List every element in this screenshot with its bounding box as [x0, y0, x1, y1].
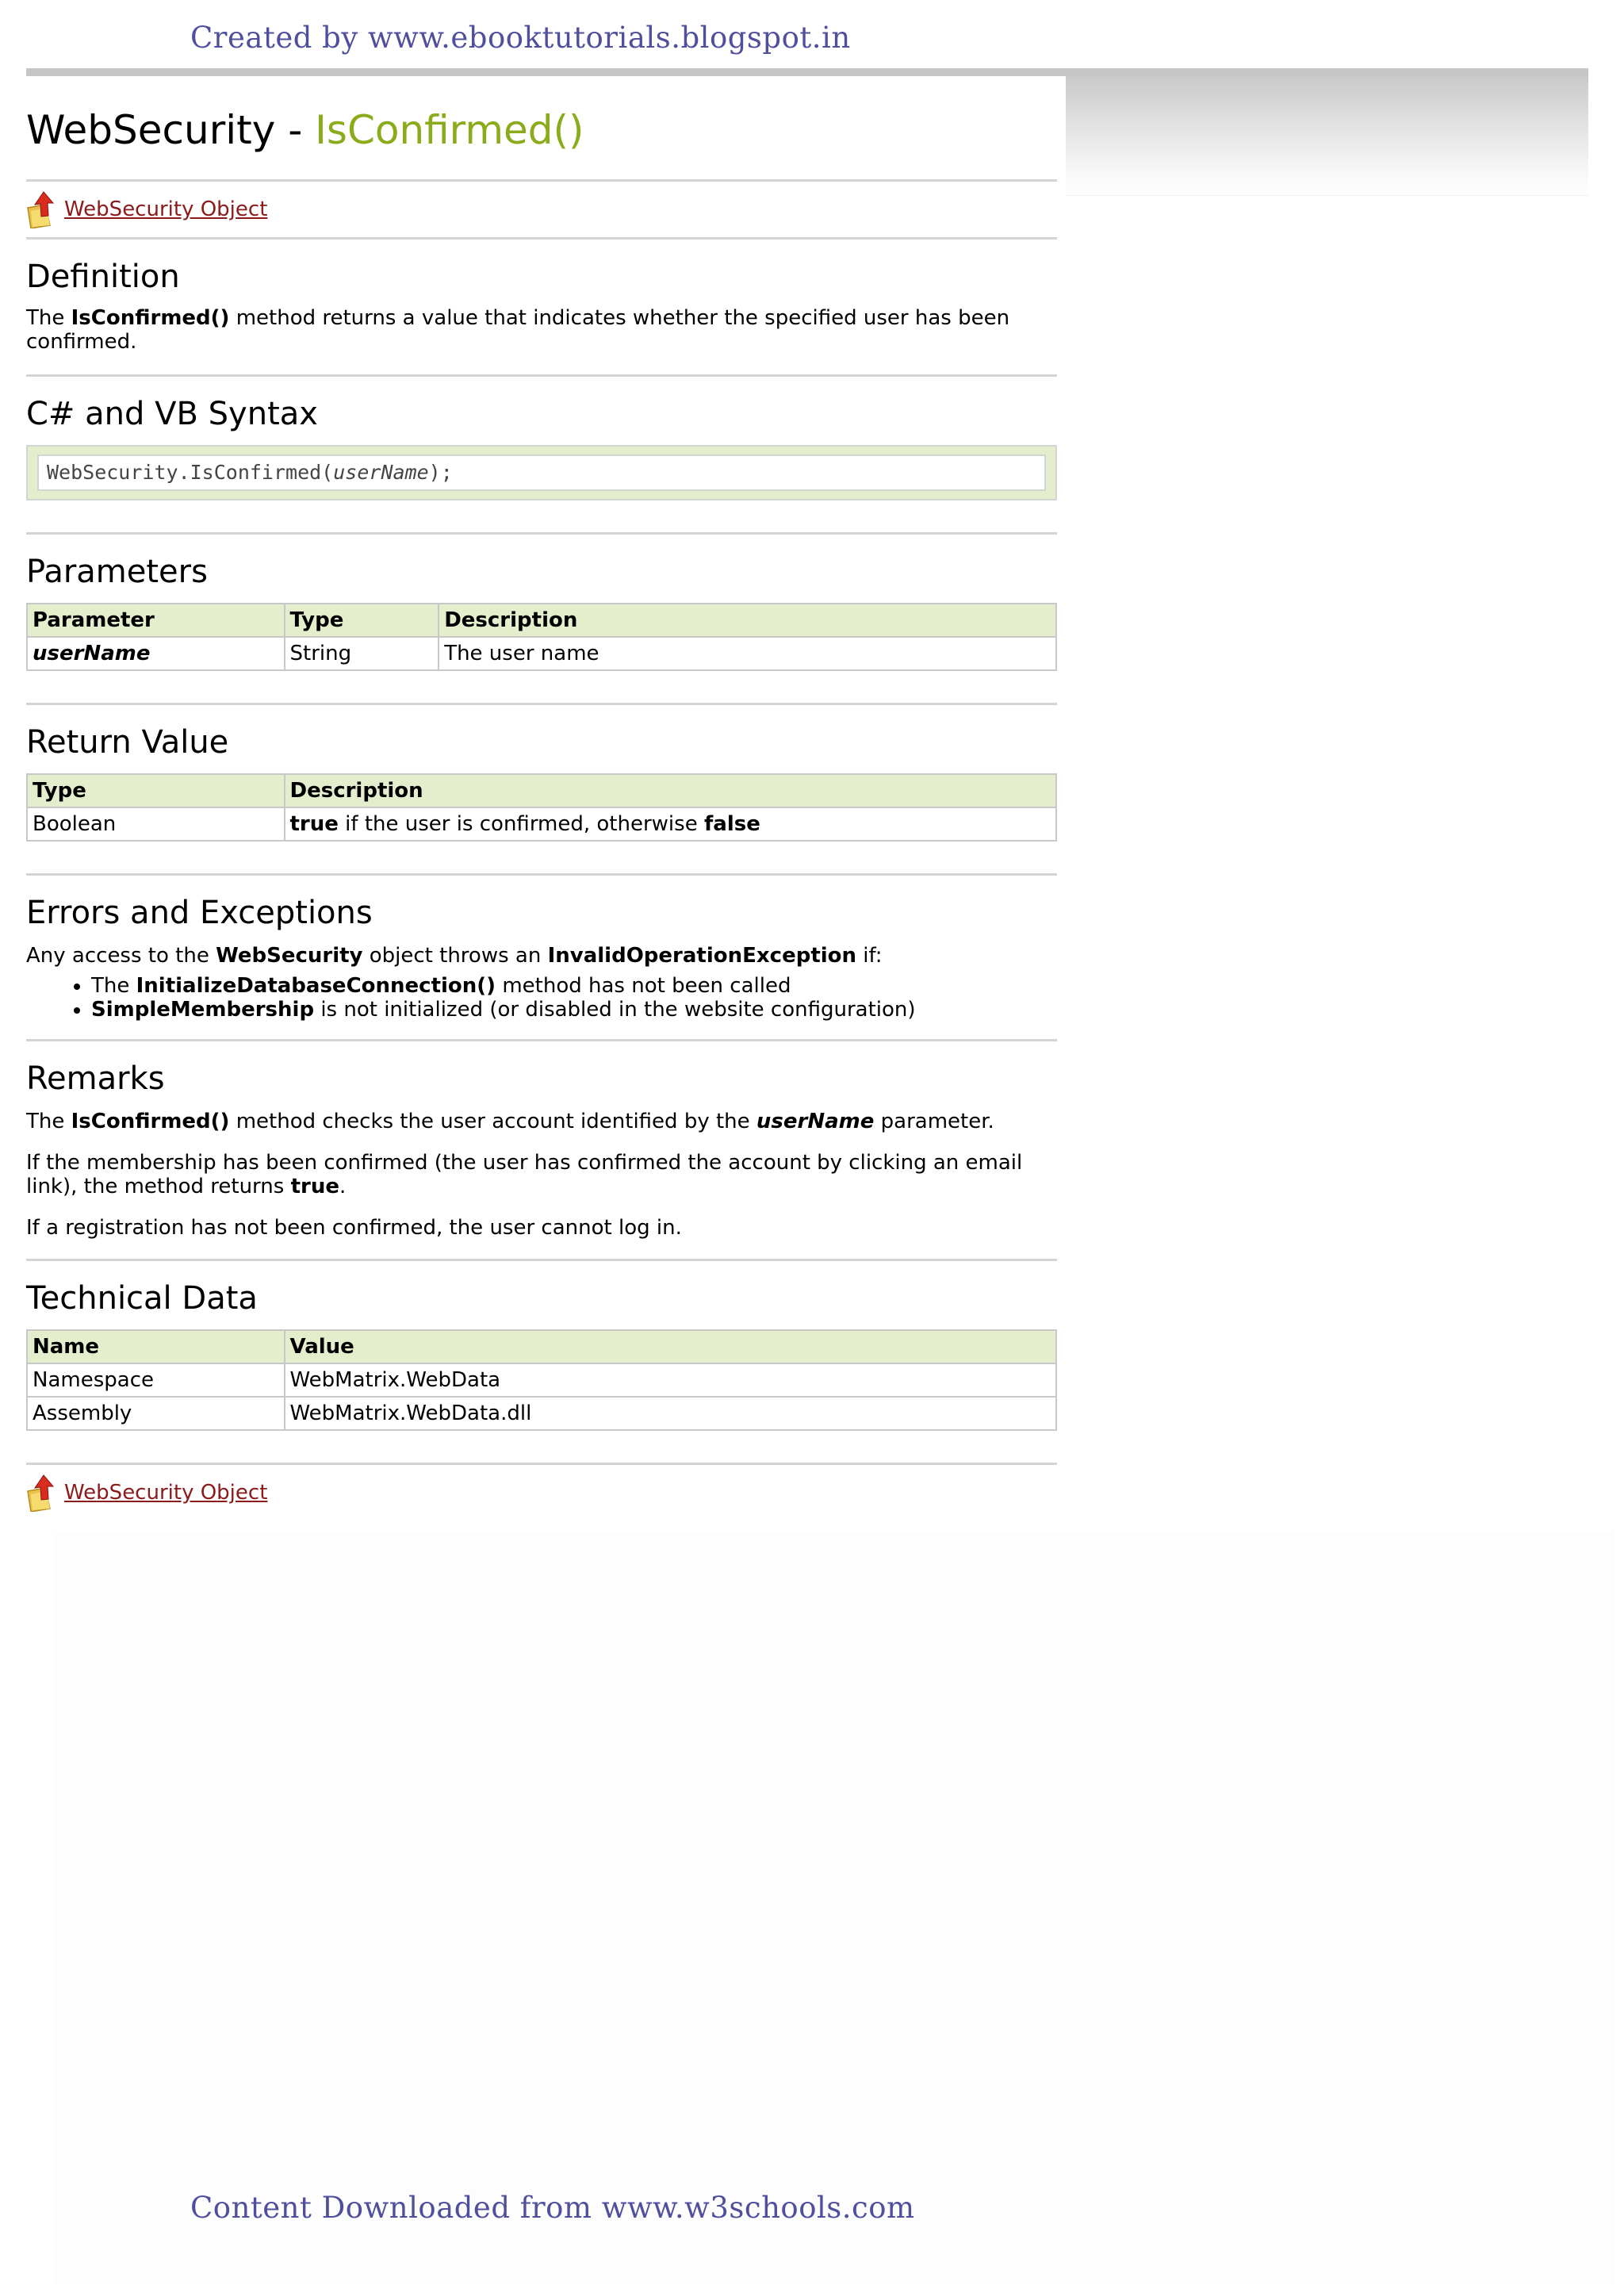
table-cell: Assembly [27, 1397, 285, 1430]
table-header-row [27, 774, 1056, 807]
table-cell: WebMatrix.WebData.dll [285, 1397, 1057, 1430]
column-header: Value [285, 1330, 1057, 1363]
keyword: InvalidOperationException [547, 944, 857, 968]
column-header: Description [285, 774, 1057, 807]
websecurity-object-link[interactable]: WebSecurity Object [64, 197, 268, 221]
title-method: IsConfirmed() [315, 107, 584, 153]
parameters-table [26, 603, 1057, 671]
table-cell: String [285, 637, 439, 670]
table-row [27, 1363, 1056, 1397]
text-fragment: method checks the user account identified by the [229, 1110, 756, 1133]
page-title [26, 106, 1057, 154]
keyword: SimpleMembership [91, 998, 315, 1022]
definition-heading: Definition [26, 259, 180, 295]
page-background-tint [52, 1531, 1614, 2284]
text-fragment: is not initialized (or disabled in the website configuration) [314, 998, 916, 1022]
param-name: userName [33, 642, 151, 665]
text-fragment: object throws an [362, 944, 548, 968]
text-fragment: If the membership has been confirmed (the user has confirmed the account by clicking an email link), the method returns [26, 1151, 1023, 1198]
column-header: Name [27, 1330, 285, 1363]
table-cell: Boolean [27, 807, 285, 841]
folder-up-arrow-icon [26, 190, 59, 228]
table-cell [285, 807, 1057, 841]
column-header: Type [27, 774, 285, 807]
main-content [26, 76, 1057, 1520]
syntax-heading: C# and VB Syntax [26, 396, 318, 432]
keyword: true [290, 1175, 339, 1198]
folder-up-arrow-icon [26, 1474, 59, 1512]
table-row [27, 807, 1056, 841]
footer-credit: Content Downloaded from www.w3schools.com [190, 2191, 915, 2225]
code-param: userName [333, 461, 429, 484]
keyword: WebSecurity [216, 944, 363, 968]
remarks-heading: Remarks [26, 1060, 165, 1097]
keyword: true [289, 812, 339, 836]
method-name: IsConfirmed() [71, 1110, 230, 1133]
keyword: false [703, 812, 760, 836]
back-link-bottom[interactable] [26, 1465, 1057, 1520]
errors-list [26, 974, 1057, 1022]
remarks-paragraph-1 [26, 1110, 1057, 1133]
syntax-code [37, 454, 1046, 491]
param-name: userName [756, 1110, 875, 1133]
table-cell: Namespace [27, 1363, 285, 1397]
back-link-top[interactable] [26, 182, 1057, 237]
table-row [27, 637, 1056, 670]
text-fragment: The [26, 1110, 71, 1133]
syntax-box [26, 445, 1057, 500]
errors-intro [26, 944, 1057, 968]
parameters-heading: Parameters [26, 554, 208, 590]
top-divider-bar [26, 68, 1588, 76]
list-item [91, 974, 1057, 998]
return-value-table [26, 773, 1057, 842]
definition-text [26, 306, 1057, 354]
code-fragment: WebSecurity.IsConfirmed( [47, 461, 334, 484]
right-gradient-panel [1066, 76, 1588, 196]
technical-data-table [26, 1329, 1057, 1431]
title-prefix: WebSecurity - [26, 107, 316, 153]
table-cell [27, 637, 285, 670]
remarks-paragraph-2 [26, 1151, 1057, 1198]
text-fragment: Any access to the [26, 944, 216, 968]
text-fragment: method has not been called [496, 974, 791, 998]
list-item [91, 998, 1057, 1022]
table-header-row [27, 604, 1056, 637]
table-header-row [27, 1330, 1056, 1363]
table-row [27, 1397, 1056, 1430]
text-fragment: if the user is confirmed, otherwise [338, 812, 704, 836]
text-fragment: method returns a value that indicates whether the specified user has been confirmed. [26, 306, 1010, 354]
websecurity-object-link[interactable]: WebSecurity Object [64, 1481, 268, 1505]
method-name: IsConfirmed() [71, 306, 230, 330]
return-value-heading: Return Value [26, 724, 229, 761]
table-cell: The user name [439, 637, 1056, 670]
code-fragment: ); [428, 461, 453, 484]
table-cell: WebMatrix.WebData [285, 1363, 1057, 1397]
column-header: Description [439, 604, 1056, 637]
text-fragment: if: [856, 944, 883, 968]
remarks-paragraph-3: If a registration has not been confirmed, the user cannot log in. [26, 1216, 682, 1240]
header-credit: Created by www.ebooktutorials.blogspot.in [190, 21, 851, 55]
text-fragment: . [339, 1175, 347, 1198]
text-fragment: The [26, 306, 71, 330]
technical-data-heading: Technical Data [26, 1280, 258, 1317]
column-header: Parameter [27, 604, 285, 637]
text-fragment: parameter. [874, 1110, 994, 1133]
text-fragment: The [91, 974, 136, 998]
errors-heading: Errors and Exceptions [26, 895, 373, 931]
keyword: InitializeDatabaseConnection() [136, 974, 496, 998]
column-header: Type [285, 604, 439, 637]
